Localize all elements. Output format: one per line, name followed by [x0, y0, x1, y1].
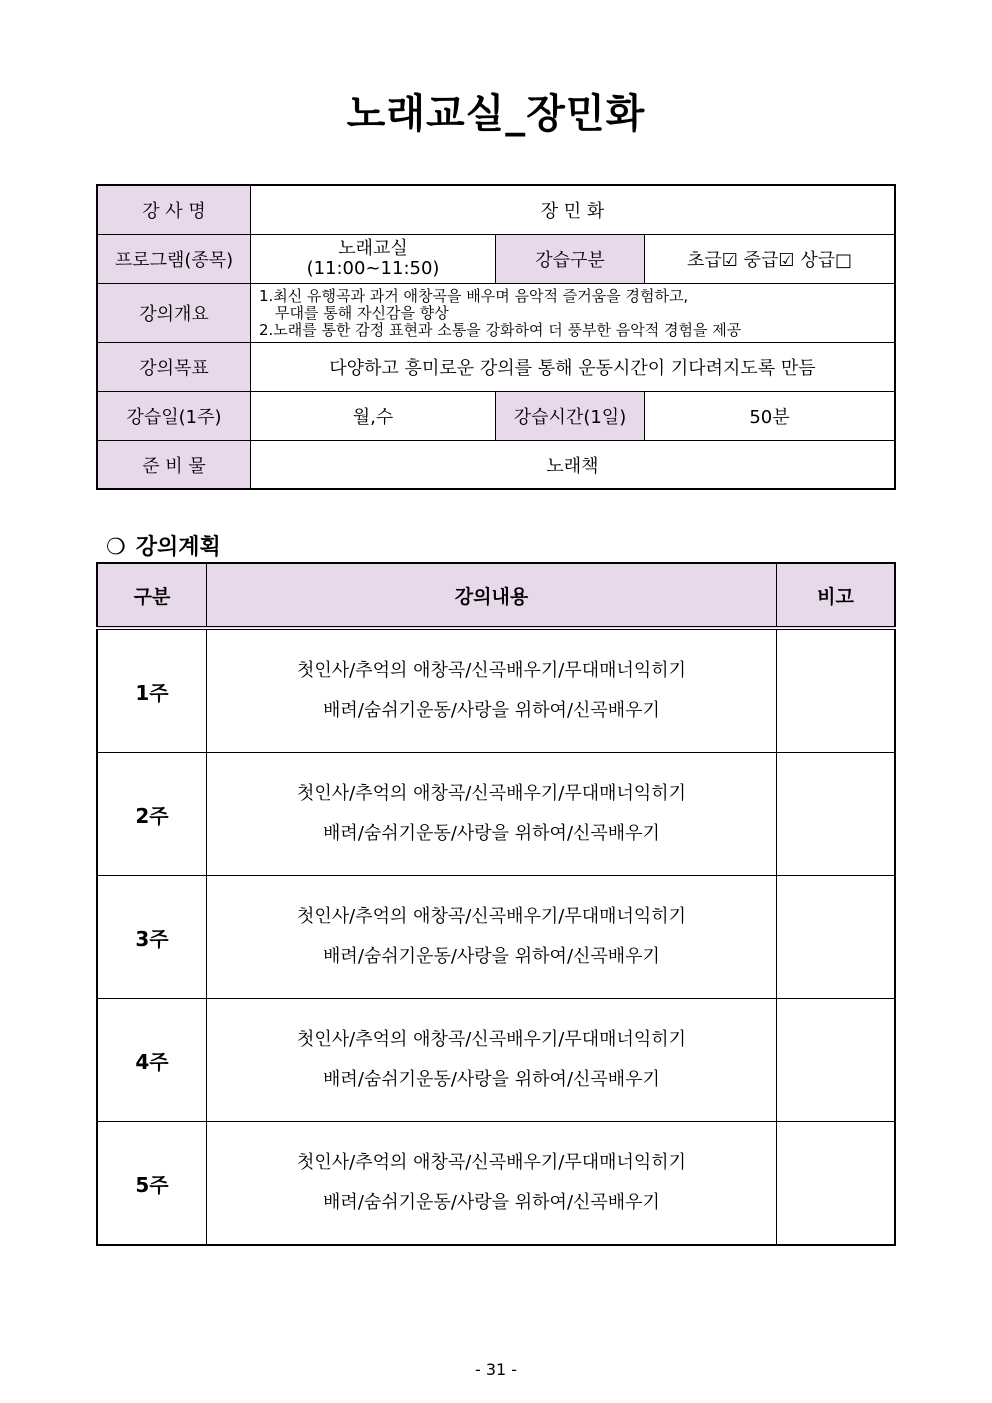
overview-line-1b: 무대를 통해 자신감을 향상 — [275, 303, 449, 322]
level-value: 초급☑ 중급☑ 상급□ — [645, 235, 896, 284]
supplies-label: 준 비 물 — [97, 441, 251, 490]
week-content — [207, 876, 777, 999]
program-name: 노래교실 — [338, 238, 408, 259]
week-label: 2주 — [97, 753, 207, 876]
table-row — [97, 999, 895, 1122]
days-value: 월,수 — [251, 392, 496, 441]
week-note — [777, 1122, 896, 1246]
content-line-1: 첫인사/추억의 애창곡/신곡배우기/무대매너익히기 — [296, 660, 687, 681]
goal-value: 다양하고 흥미로운 강의를 통해 운동시간이 기다려지도록 만듬 — [251, 343, 896, 392]
course-info-table — [96, 184, 896, 490]
header-week: 구분 — [97, 563, 207, 628]
table-row — [97, 753, 895, 876]
content-line-2: 배려/숨쉬기운동/사랑을 위하여/신곡배우기 — [323, 946, 660, 967]
duration-label: 강습시간(1일) — [496, 392, 645, 441]
week-note — [777, 876, 896, 999]
supplies-value: 노래책 — [251, 441, 896, 490]
table-row — [97, 628, 895, 753]
week-content — [207, 753, 777, 876]
page-title: 노래교실_장민화 — [346, 91, 646, 137]
goal-label: 강의목표 — [97, 343, 251, 392]
week-label: 5주 — [97, 1122, 207, 1246]
week-label: 1주 — [97, 628, 207, 753]
lecture-plan-table — [96, 562, 896, 1246]
content-line-2: 배려/숨쉬기운동/사랑을 위하여/신곡배우기 — [323, 1069, 660, 1090]
instructor-value: 장 민 화 — [251, 185, 896, 235]
week-content — [207, 999, 777, 1122]
week-content — [207, 628, 777, 753]
content-line-2: 배려/숨쉬기운동/사랑을 위하여/신곡배우기 — [323, 823, 660, 844]
duration-value: 50분 — [645, 392, 896, 441]
week-note — [777, 628, 896, 753]
week-content — [207, 1122, 777, 1246]
week-label: 4주 — [97, 999, 207, 1122]
content-line-1: 첫인사/추억의 애창곡/신곡배우기/무대매너익히기 — [296, 783, 687, 804]
days-label: 강습일(1주) — [97, 392, 251, 441]
overview-value — [251, 284, 896, 343]
week-note — [777, 999, 896, 1122]
content-line-1: 첫인사/추억의 애창곡/신곡배우기/무대매너익히기 — [296, 906, 687, 927]
header-note: 비고 — [777, 563, 896, 628]
circle-bullet-icon: ❍ — [106, 535, 126, 560]
header-content: 강의내용 — [207, 563, 777, 628]
page-number: - 31 - — [474, 1360, 518, 1379]
program-time: (11:00~11:50) — [306, 258, 440, 279]
overview-line-1: 1.최신 유행곡과 과거 애창곡을 배우며 음악적 즐거움을 경험하고, — [259, 286, 689, 305]
table-row — [97, 876, 895, 999]
program-label: 프로그램(종목) — [97, 235, 251, 284]
plan-section-heading — [106, 530, 221, 561]
level-label: 강습구분 — [496, 235, 645, 284]
content-line-2: 배려/숨쉬기운동/사랑을 위하여/신곡배우기 — [323, 700, 660, 721]
program-value — [251, 235, 496, 284]
plan-header-row — [97, 563, 895, 628]
overview-line-2: 2.노래를 통한 감정 표현과 소통을 강화하여 더 풍부한 음악적 경험을 제공 — [259, 320, 742, 339]
instructor-label: 강 사 명 — [97, 185, 251, 235]
content-line-1: 첫인사/추억의 애창곡/신곡배우기/무대매너익히기 — [296, 1029, 687, 1050]
week-label: 3주 — [97, 876, 207, 999]
content-line-1: 첫인사/추억의 애창곡/신곡배우기/무대매너익히기 — [296, 1152, 687, 1173]
overview-label: 강의개요 — [97, 284, 251, 343]
content-line-2: 배려/숨쉬기운동/사랑을 위하여/신곡배우기 — [323, 1192, 660, 1213]
plan-section-title: 강의계획 — [135, 535, 221, 560]
table-row — [97, 1122, 895, 1246]
week-note — [777, 753, 896, 876]
